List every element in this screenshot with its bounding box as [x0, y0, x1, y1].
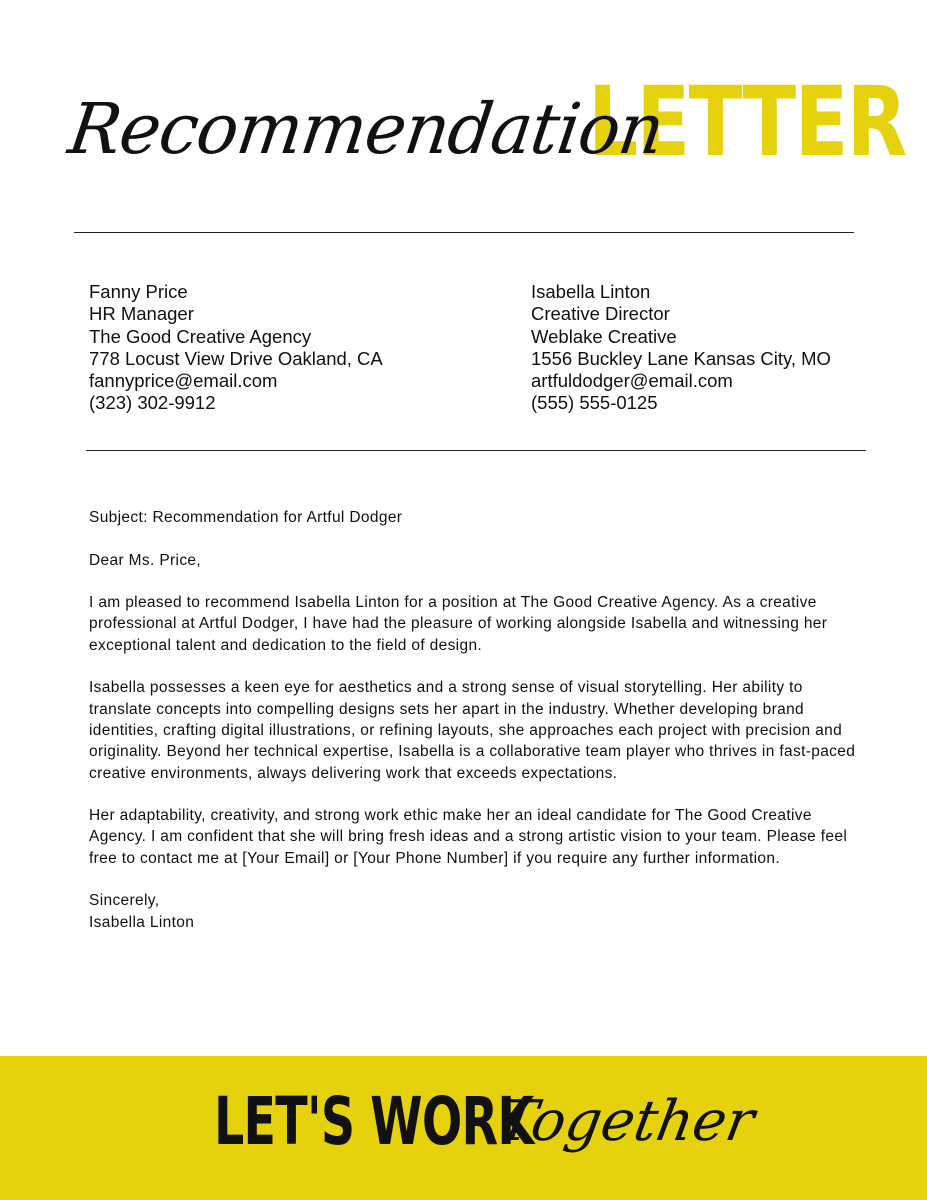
recipient-block	[89, 281, 383, 415]
letter-salutation: Dear Ms. Price,	[89, 551, 202, 569]
letter-closing: Sincerely,	[89, 892, 160, 910]
letter-subject: Subject: Recommendation for Artful Dodger	[89, 509, 403, 526]
letter-paragraph-3: Her adaptability, creativity, and strong work ethic make her an ideal candidate for The Good Creative Agency. I am confident that she will bring fresh ideas and a strong artistic vision to your team. Please feel free to contact me at [Your Email] or [Your Phone Number] if you require any further information.	[89, 807, 848, 867]
divider-top	[74, 232, 854, 233]
letter-header	[0, 0, 927, 240]
letter-signature-name: Isabella Linton	[89, 913, 195, 931]
recipient-phone: (323) 302-9912	[89, 392, 216, 414]
letter-body	[89, 507, 869, 933]
recipient-name: Fanny Price	[89, 281, 188, 302]
title-letter: LETTER	[588, 66, 906, 178]
sender-company: Weblake Creative	[531, 325, 677, 347]
sender-email: artfuldodger@email.com	[531, 370, 733, 392]
recipient-address: 778 Locust View Drive Oakland, CA	[89, 347, 383, 369]
footer-tagline-script: Together	[493, 1089, 759, 1154]
sender-title: Creative Director	[531, 303, 670, 325]
title-recommendation: Recommendation	[63, 88, 669, 170]
recipient-title: HR Manager	[89, 303, 194, 325]
sender-address: 1556 Buckley Lane Kansas City, MO	[531, 347, 831, 369]
sender-name: Isabella Linton	[531, 281, 651, 302]
sender-phone: (555) 555-0125	[531, 392, 658, 414]
recipient-email: fannyprice@email.com	[89, 370, 278, 392]
footer-banner	[0, 1056, 927, 1200]
letter-paragraph-1: I am pleased to recommend Isabella Linton for a position at The Good Creative Agency. As a creative professional at Artful Dodger, I have had the pleasure of working alongside Isabella and witnessing her exceptional talent and dedication to the field of design.	[89, 594, 828, 654]
recipient-company: The Good Creative Agency	[89, 325, 312, 347]
divider-middle	[86, 450, 866, 451]
footer-tagline-bold: LET'S WORK	[214, 1083, 534, 1160]
letter-paragraph-2: Isabella possesses a keen eye for aesthetics and a strong sense of visual storytelling. Her ability to translate concepts into compelling designs sets her apart in the industry. Whether developing brand identities, crafting digital illustrations, or refining layouts, she approaches each project with precision and originality. Beyond her technical expertise, Isabella is a collaborative team player who thrives in fast-paced creative environments, always delivering work that exceeds expectations.	[89, 679, 856, 782]
sender-block	[531, 281, 831, 415]
